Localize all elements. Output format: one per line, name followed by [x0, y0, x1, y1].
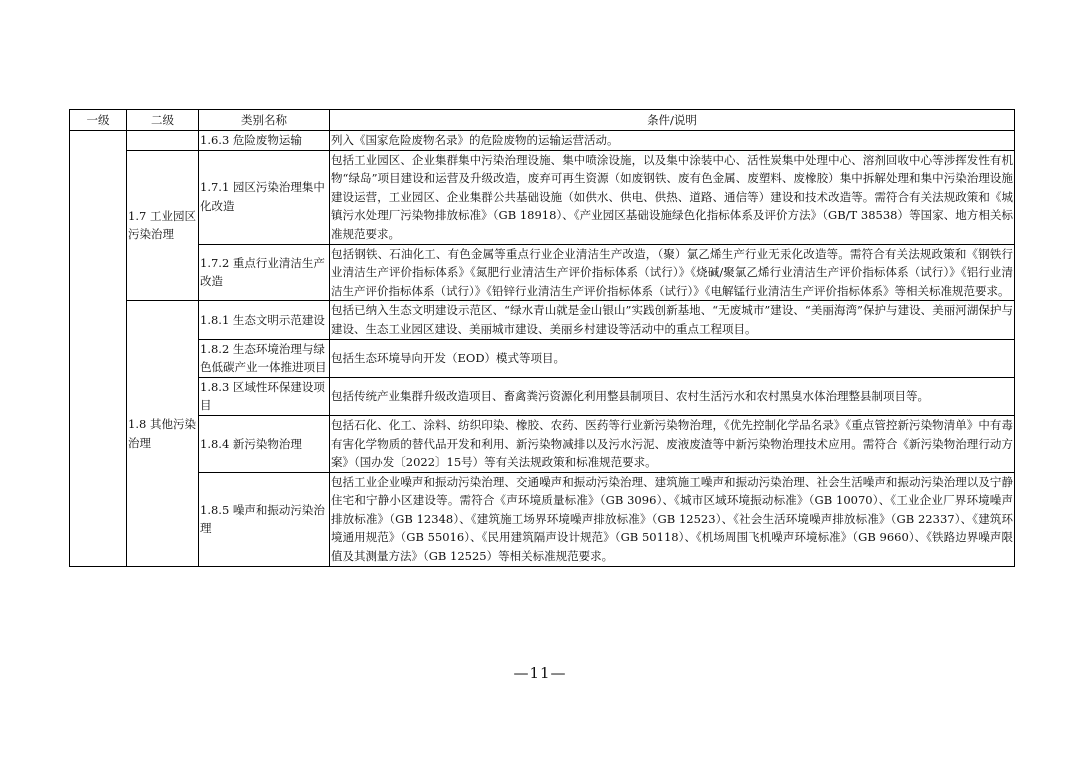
table-row — [70, 244, 1015, 301]
category-name-cell: 1.8.3 区域性环保建设项目 — [199, 377, 330, 415]
table-row — [70, 339, 1015, 377]
category-name-cell: 1.7.1 园区污染治理集中化改造 — [199, 150, 330, 244]
header-conditions: 条件/说明 — [330, 110, 1015, 131]
header-level2: 二级 — [127, 110, 199, 131]
page-number: —11— — [513, 664, 567, 682]
level2-cell — [127, 131, 199, 151]
category-name-cell: 1.8.5 噪声和振动污染治理 — [199, 472, 330, 566]
condition-cell: 包括石化、化工、涂料、纺织印染、橡胶、农药、医药等行业新污染物治理，《优先控制化学品名录》《重点管控新污染物清单》中有毒有害化学物质的替代品开发和利用、新污染物减排以及污水污泥、废液废渣等中新污染物治理技术应用。需符合《新污染物治理行动方案》（国办发〔2022〕15号）等有关法规政策和标准规范要求。 — [330, 415, 1015, 472]
table-row — [70, 131, 1015, 151]
level1-cell — [70, 131, 127, 567]
condition-cell: 包括工业企业噪声和振动污染治理、交通噪声和振动污染治理、建筑施工噪声和振动污染治理、社会生活噪声和振动污染治理以及宁静住宅和宁静小区建设等。需符合《声环境质量标准》（GB 3096）、《城市区域环境振动标准》（GB 10070）、《工业企业厂界环境噪声排放标准》（GB 12348）、《建筑施工场界环境噪声排放标准》（GB 12523）、《社会生活环境噪声排放标准》（GB 22337）、《建筑环境通用规范》（GB 55016）、《民用建筑隔声设计规范》（GB 50118）、《机场周围飞机噪声环境标准》（GB 9660）、《铁路边界噪声限值及其测量方法》（GB 12525）等相关标准规范要求。 — [330, 472, 1015, 566]
header-category-name: 类别名称 — [199, 110, 330, 131]
condition-cell: 列入《国家危险废物名录》的危险废物的运输运营活动。 — [330, 131, 1015, 151]
category-name-cell: 1.8.4 新污染物治理 — [199, 415, 330, 472]
condition-cell: 包括钢铁、石油化工、有色金属等重点行业企业清洁生产改造，（聚）氯乙烯生产行业无汞化改造等。需符合有关法规政策和《钢铁行业清洁生产评价指标体系》《氮肥行业清洁生产评价指标体系（试行）》《烧碱/聚氯乙烯行业清洁生产评价指标体系（试行）》《铝行业清洁生产评价指标体系（试行）》《铅锌行业清洁生产评价指标体系（试行）》《电解锰行业清洁生产评价指标体系》等相关标准规范要求。 — [330, 244, 1015, 301]
level2-cell: 1.8 其他污染治理 — [127, 301, 199, 566]
header-level1: 一级 — [70, 110, 127, 131]
table-row — [70, 150, 1015, 244]
category-name-cell: 1.6.3 危险废物运输 — [199, 131, 330, 151]
table-row — [70, 415, 1015, 472]
level2-cell: 1.7 工业园区污染治理 — [127, 150, 199, 301]
table-row — [70, 472, 1015, 566]
table-row — [70, 377, 1015, 415]
condition-cell: 包括传统产业集群升级改造项目、畜禽粪污资源化利用整县制项目、农村生活污水和农村黑臭水体治理整县制项目等。 — [330, 377, 1015, 415]
condition-cell: 包括已纳入生态文明建设示范区、“绿水青山就是金山银山”实践创新基地、“无废城市”建设、“美丽海湾”保护与建设、美丽河湖保护与建设、生态工业园区建设、美丽城市建设、美丽乡村建设等活动中的重点工程项目。 — [330, 301, 1015, 339]
category-name-cell: 1.8.2 生态环境治理与绿色低碳产业一体推进项目 — [199, 339, 330, 377]
table-row — [70, 301, 1015, 339]
category-name-cell: 1.8.1 生态文明示范建设 — [199, 301, 330, 339]
condition-cell: 包括工业园区、企业集群集中污染治理设施、集中喷涂设施，以及集中涂装中心、活性炭集中处理中心、溶剂回收中心等涉挥发性有机物“绿岛”项目建设和运营及升级改造，废弃可再生资源（如废钢铁、废有色金属、废塑料、废橡胶）集中拆解处理和集中污染治理设施建设运营，工业园区、企业集群公共基础设施（如供水、供电、供热、道路、通信等）建设和技术改造等。需符合有关法规政策和《城镇污水处理厂污染物排放标准》（GB 18918）、《产业园区基础设施绿色化指标体系及评价方法》（GB/T 38538）等国家、地方相关标准规范要求。 — [330, 150, 1015, 244]
table-header-row — [70, 110, 1015, 131]
category-name-cell: 1.7.2 重点行业清洁生产改造 — [199, 244, 330, 301]
condition-cell: 包括生态环境导向开发（EOD）模式等项目。 — [330, 339, 1015, 377]
category-table — [69, 109, 1015, 567]
